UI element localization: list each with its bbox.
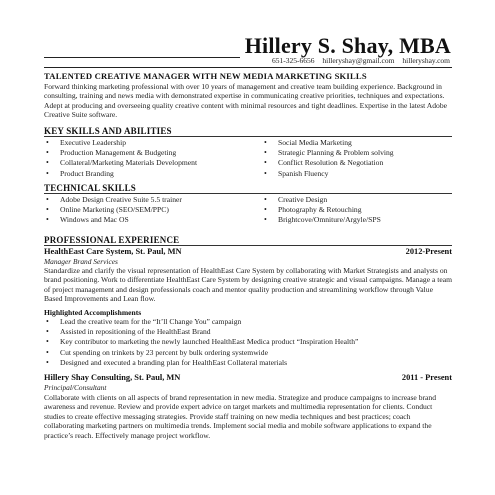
technical-skills-right [262,195,452,226]
job-description: Collaborate with clients on all aspects of brand representation in new media. Strategize and produce campaigns to increase brand awareness and revenue. Review and provide expert advice on target markets and multimedia representation for clients. Conduct studies to create effective messaging strategies. Provide staff training on new media techniques and best practices; coach collaborating marketing partners on multimedia trends. Implement social media and mobile software applications to expand the practice’s reach. Effectively manage project workflow. [44,393,436,440]
job-company: HealthEast Care System, St. Paul, MN [44,247,182,256]
job-company: Hillery Shay Consulting, St. Paul, MN [44,373,181,382]
headline: TALENTED CREATIVE MANAGER WITH NEW MEDIA MARKETING SKILLS [44,71,367,81]
technical-skills-list [44,195,452,226]
contact-email: hilleryshay@gmail.com [322,56,395,65]
experience-title: PROFESSIONAL EXPERIENCE [44,235,180,245]
key-skills-title: KEY SKILLS AND ABILITIES [44,126,172,136]
job-header [44,247,452,256]
highlights-title: Highlighted Accomplishments [44,308,142,317]
list-item: • Windows and Mac OS [44,215,262,225]
job-description: Standardize and clarify the visual representation of HealthEast Care System by collaborating with Market Strategists and analysts on brand positioning. Work to differentiate HealthEast Care System by designing creative strategic and visual campaigns. Manage a team of project management and design professionals coach and mentor quality production and streamlining workflow through Value Based Improvements and Lean flow. [44,266,452,304]
header-rule [44,57,240,58]
list-item: • Collateral/Marketing Materials Development [44,158,262,168]
list-item: • Key contributor to marketing the newly launched HealthEast Medica product “Inspiration Health” [44,337,452,347]
highlights-list [44,317,452,368]
job-role: Principal/Consultant [44,383,107,392]
list-item: • Creative Design [262,195,452,205]
header-bottom-rule [44,67,452,68]
list-item: • Product Branding [44,169,262,179]
list-item: • Strategic Planning & Problem solving [262,148,452,158]
list-item: • Lead the creative team for the “It’ll Change You” campaign [44,317,452,327]
summary-paragraph: Forward thinking marketing professional with over 10 years of management and creative team building experience. Background in consulting, training and news media with demonstrated expertise in communicating creative priorities, techniques and expectations. Adept at producing and overseeing quality creative content with minimal resources and tight deadlines. Expertise in the latest Adobe Creative Suite software. [44,82,447,120]
technical-skills-rule [44,193,452,194]
key-skills-rule [44,136,452,137]
list-item: • Assisted in repositioning of the HealthEast Brand [44,327,452,337]
technical-skills-title: TECHNICAL SKILLS [44,183,136,193]
list-item: • Conflict Resolution & Negotiation [262,158,452,168]
job-dates: 2012-Present [405,247,452,256]
job-header [44,373,452,382]
key-skills-right [262,138,452,179]
list-item: • Executive Leadership [44,138,262,148]
list-item: • Spanish Fluency [262,169,452,179]
contact-phone: 651-325-6656 [272,56,315,65]
contact-info [272,56,450,65]
list-item: • Designed and executed a branding plan for HealthEast Collateral materials [44,358,452,368]
job-role: Manager Brand Services [44,257,118,266]
candidate-name: Hillery S. Shay, MBA [244,33,451,58]
list-item: • Online Marketing (SEO/SEM/PPC) [44,205,262,215]
contact-website: hilleryshay.com [402,56,450,65]
list-item: • Social Media Marketing [262,138,452,148]
key-skills-left [44,138,262,179]
job-dates: 2011 - Present [401,373,452,382]
list-item: • Adobe Design Creative Suite 5.5 trainer [44,195,262,205]
list-item: • Cut spending on trinkets by 23 percent by bulk ordering systemwide [44,348,452,358]
list-item: • Production Management & Budgeting [44,148,262,158]
list-item: • Photography & Retouching [262,205,452,215]
technical-skills-left [44,195,262,226]
key-skills-list [44,138,452,179]
experience-rule [44,245,452,246]
list-item: • Brightcove/Omniture/Argyle/SPS [262,215,452,225]
